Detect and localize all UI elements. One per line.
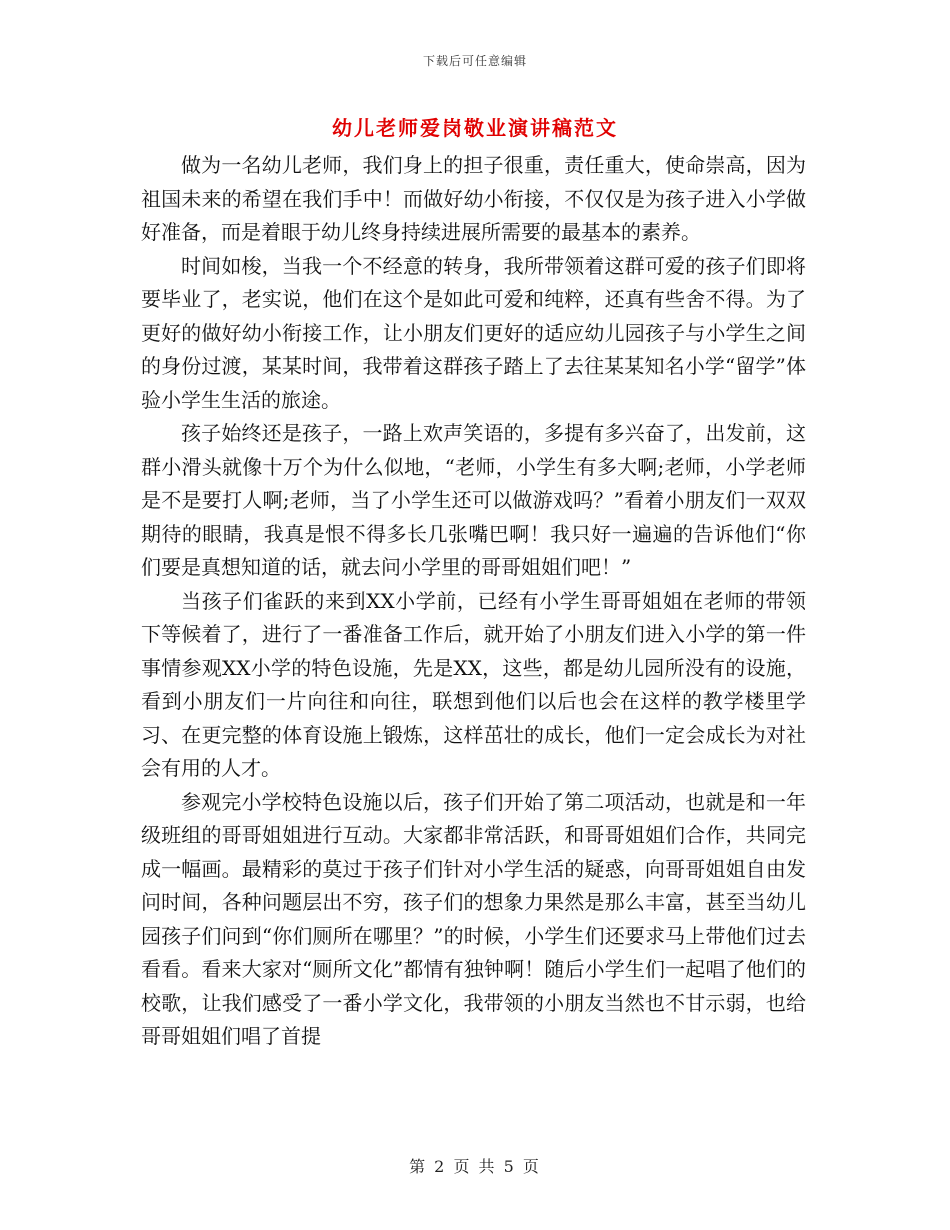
header-note: 下载后可任意编辑 [422,54,527,68]
paragraph: 参观完小学校特色设施以后，孩子们开始了第二项活动，也就是和一年级班组的哥哥姐姐进行互动。大家都非常活跃，和哥哥姐姐们合作，共同完成一幅画。最精彩的莫过于孩子们针对小学生活的疑惑，向哥哥姐姐自由发问时间，各种问题层出不穷，孩子们的想象力果然是那么丰富，甚至当幼儿园孩子们问到“你们厕所在哪里？”的时候，小学生们还要求马上带他们过去看看。看来大家对“厕所文化”都情有独钟啊！随后小学生们一起唱了他们的校歌，让我们感受了一番小学文化，我带领的小朋友当然也不甘示弱，也给哥哥姐姐们唱了首提 [141,789,806,1048]
paragraph: 当孩子们雀跃的来到XX小学前，已经有小学生哥哥姐姐在老师的带领下等候着了，进行了一番准备工作后，就开始了小朋友们进入小学的第一件事情参观XX小学的特色设施，先是XX，这些，都是幼儿园所没有的设施，看到小朋友们一片向往和向往，联想到他们以后也会在这样的教学楼里学习、在更完整的体育设施上锻炼，这样茁壮的成长，他们一定会成长为对社会有用的人才。 [141,588,806,780]
page-number-footer: 第 2 页 共 5 页 [409,1157,541,1176]
document-title: 幼儿老师爱岗敬业演讲稿范文 [332,116,618,140]
paragraph: 做为一名幼儿老师，我们身上的担子很重，责任重大，使命崇高，因为祖国未来的希望在我们手中！而做好幼小衔接，不仅仅是为孩子进入小学做好准备，而是着眼于幼儿终身持续进展所需要的最基本的素养。 [141,153,806,244]
paragraph: 孩子始终还是孩子，一路上欢声笑语的，多提有多兴奋了，出发前，这群小滑头就像十万个为什么似地，“老师，小学生有多大啊;老师，小学老师是不是要打人啊;老师，当了小学生还可以做游戏吗？”看着小朋友们一双双期待的眼睛，我真是恨不得多长几张嘴巴啊！我只好一遍遍的告诉他们“你们要是真想知道的话，就去问小学里的哥哥姐姐们吧！” [141,421,806,579]
document-body [141,149,806,1054]
paragraph: 时间如梭，当我一个不经意的转身，我所带领着这群可爱的孩子们即将要毕业了，老实说，他们在这个是如此可爱和纯粹，还真有些舍不得。为了更好的做好幼小衔接工作，让小朋友们更好的适应幼儿园孩子与小学生之间的身份过渡，某某时间，我带着这群孩子踏上了去往某某知名小学“留学”体验小学生生活的旅途。 [141,253,806,412]
